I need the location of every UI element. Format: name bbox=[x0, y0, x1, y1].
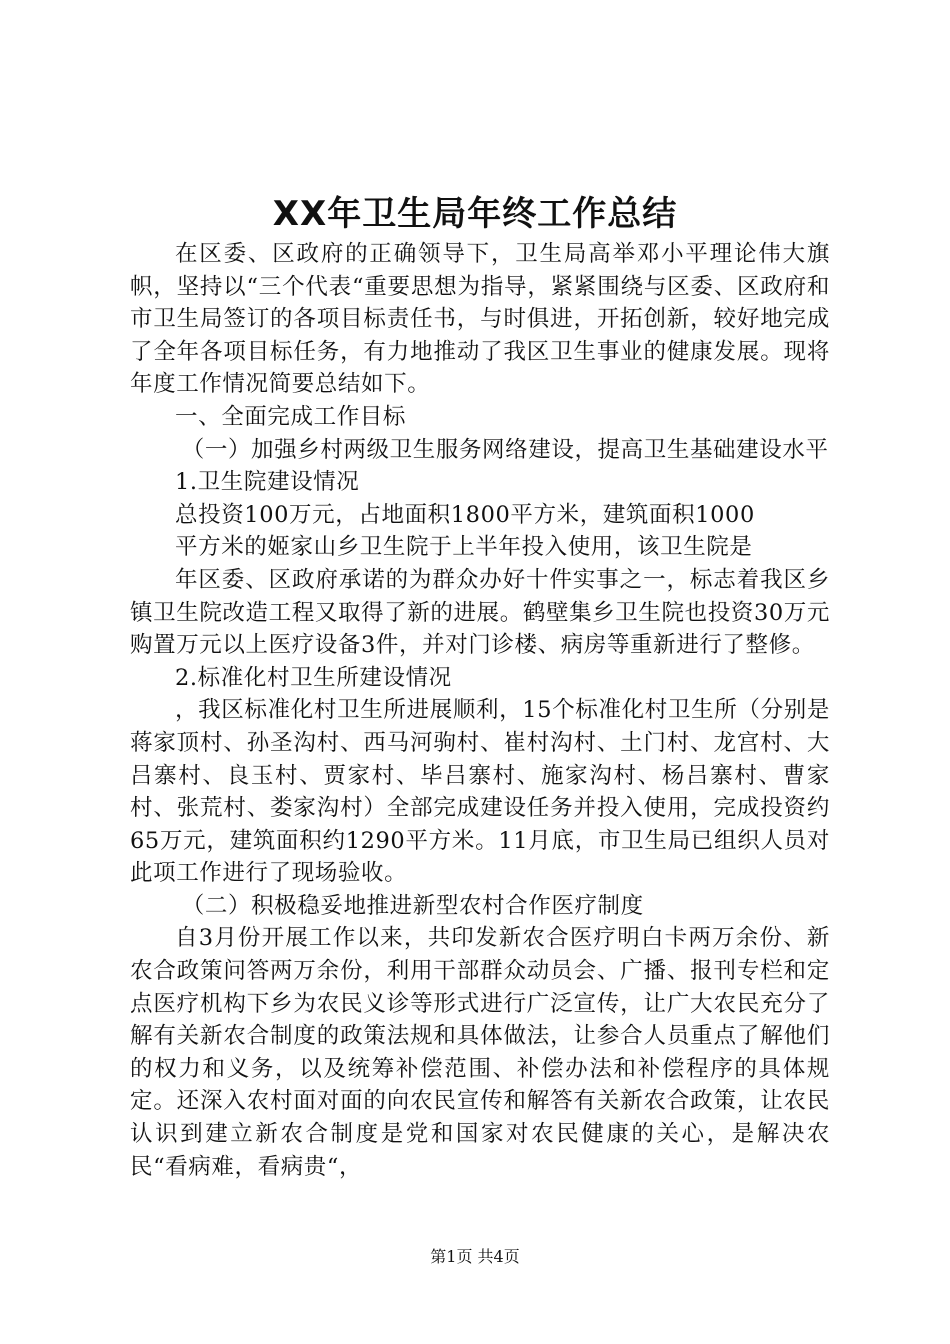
item-heading: 2.标准化村卫生所建设情况 bbox=[175, 664, 452, 691]
paragraph: 年区委、区政府承诺的为群众办好十件实事之一，标志着我区乡镇卫生院改造工程又取得了新的进展。鹤壁集乡卫生院也投资30万元购置万元以上医疗设备3件，并对门诊楼、病房等重新进行了整修。 bbox=[130, 566, 830, 659]
paragraph: 在区委、区政府的正确领导下，卫生局高举邓小平理论伟大旗帜，坚持以“三个代表“重要思想为指导，紧紧围绕与区委、区政府和市卫生局签订的各项目标责任书，与时俱进，开拓创新，较好地完成了全年各项目标任务，有力地推动了我区卫生事业的健康发展。现将年度工作情况简要总结如下。 bbox=[130, 241, 830, 398]
subsection-heading: （二）积极稳妥地推进新型农村合作医疗制度 bbox=[181, 892, 644, 919]
page-title: XX年卫生局年终工作总结 bbox=[272, 194, 678, 234]
document-body bbox=[130, 238, 830, 1183]
subsection-heading: （一）加强乡村两级卫生服务网络建设，提高卫生基础建设水平 bbox=[181, 436, 829, 463]
item-heading: 1.卫生院建设情况 bbox=[175, 469, 360, 496]
section-heading: 一、全面完成工作目标 bbox=[175, 403, 407, 430]
paragraph: 自3月份开展工作以来，共印发新农合医疗明白卡两万余份、新农合政策问答两万余份，利用干部群众动员会、广播、报刊专栏和定点医疗机构下乡为农民义诊等形式进行广泛宣传，让广大农民充分了解有关新农合制度的政策法规和具体做法，让参合人员重点了解他们的权力和义务，以及统筹补偿范围、补偿办法和补偿程序的具体规定。还深入农村面对面的向农民宣传和解答有关新农合政策，让农民认识到建立新农合制度是党和国家对农民健康的关心，是解决农民“看病难，看病贵“， bbox=[130, 925, 830, 1180]
page-footer: 第1页 共4页 bbox=[430, 1247, 520, 1266]
paragraph: 总投资100万元，占地面积1800平方米，建筑面积1000 bbox=[175, 501, 755, 528]
paragraph: ，我区标准化村卫生所进展顺利，15个标准化村卫生所（分别是蒋家顶村、孙圣沟村、西马河驹村、崔村沟村、土门村、龙宫村、大吕寨村、良玉村、贾家村、毕吕寨村、施家沟村、杨吕寨村、曹家村、张荒村、娄家沟村）全部完成建设任务并投入使用，完成投资约65万元，建筑面积约1290平方米。11月底，市卫生局已组织人员对此项工作进行了现场验收。 bbox=[130, 697, 830, 887]
paragraph: 平方米的姬家山乡卫生院于上半年投入使用，该卫生院是 bbox=[175, 534, 753, 561]
